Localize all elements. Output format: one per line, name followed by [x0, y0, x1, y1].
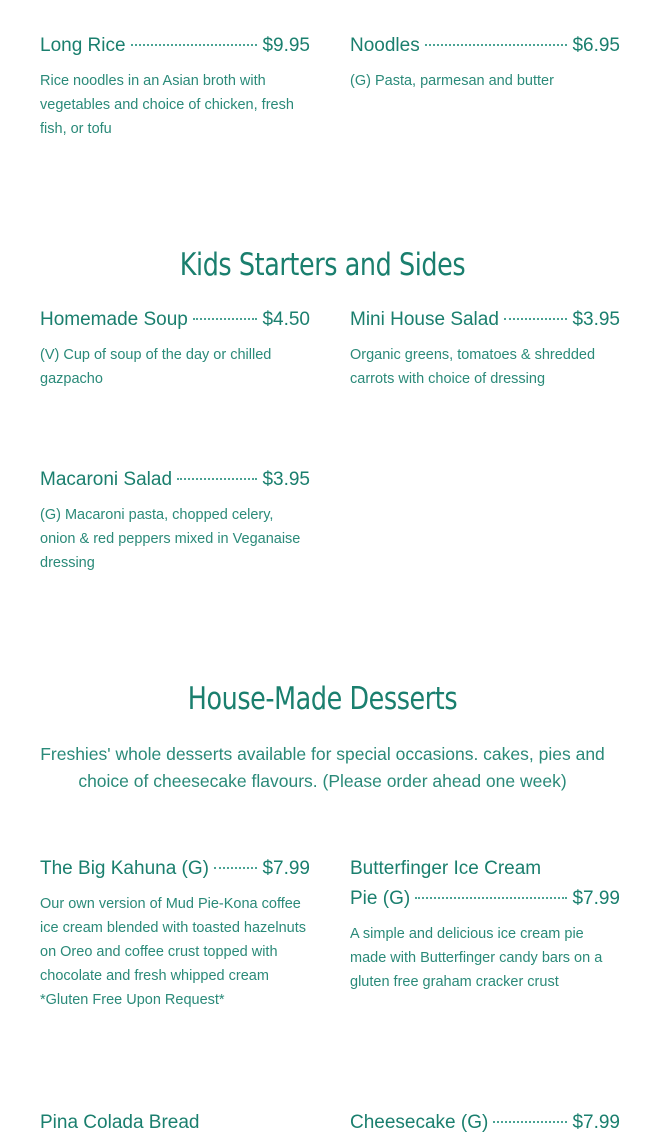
item-price: $4.50 — [262, 309, 310, 330]
menu-item-big-kahuna — [40, 854, 310, 1012]
dot-leader — [131, 44, 258, 46]
menu-item-pina-colada-bread — [40, 1108, 310, 1138]
item-name: Noodles — [350, 35, 420, 56]
item-price: $6.95 — [572, 35, 620, 56]
item-price: $3.95 — [262, 469, 310, 490]
dot-leader — [193, 318, 258, 320]
dot-leader — [177, 478, 257, 480]
item-description: Our own version of Mud Pie-Kona coffee ice cream blended with toasted hazelnuts on Oreo and coffee crust topped with chocolate and fresh whipped cream *Gluten Free Upon Request* — [40, 896, 306, 1008]
item-name: Macaroni Salad — [40, 469, 173, 490]
dot-leader — [415, 897, 567, 899]
section-title-house-made-desserts: House-Made Desserts — [187, 681, 458, 717]
item-name: Long Rice — [40, 35, 126, 56]
section-title-kids-starters: Kids Starters and Sides — [179, 247, 466, 283]
dot-leader — [425, 44, 568, 46]
item-price: $9.95 — [262, 35, 310, 56]
item-description: A simple and delicious ice cream pie made with Butterfinger candy bars on a gluten free graham cracker crust — [350, 926, 603, 990]
menu-item-long-rice — [40, 31, 310, 141]
item-price: $7.99 — [572, 888, 620, 909]
item-price: $7.99 — [262, 858, 310, 879]
item-description: (V) Cup of soup of the day or chilled gazpacho — [40, 347, 272, 387]
item-price: $3.95 — [572, 309, 620, 330]
menu-item-cheesecake — [350, 1108, 620, 1138]
menu-item-butterfinger-pie — [350, 854, 620, 994]
item-description: (G) Macaroni pasta, chopped celery, onion & red peppers mixed in Veganaise dressing — [40, 507, 301, 571]
item-name-line2: Pie (G) — [350, 888, 411, 909]
menu-item-noodles — [350, 31, 620, 93]
dot-leader — [214, 867, 257, 869]
item-price: $7.99 — [572, 1112, 620, 1133]
section-intro: Freshies' whole desserts available for special occasions. cakes, pies and choice of cheesecake flavours. (Please order ahead one week) — [40, 744, 605, 791]
item-name: The Big Kahuna (G) — [40, 858, 209, 879]
item-name-line1: Butterfinger Ice Cream — [350, 858, 542, 879]
item-description: Rice noodles in an Asian broth with vegetables and choice of chicken, fresh fish, or tofu — [40, 73, 294, 137]
item-description: Organic greens, tomatoes & shredded carrots with choice of dressing — [350, 347, 596, 387]
item-name: Homemade Soup — [40, 309, 188, 330]
item-description: (G) Pasta, parmesan and butter — [350, 73, 554, 89]
dot-leader — [504, 318, 568, 320]
menu-item-homemade-soup — [40, 305, 310, 391]
menu-item-mini-house-salad — [350, 305, 620, 391]
item-name: Pina Colada Bread — [40, 1112, 200, 1133]
item-name: Cheesecake (G) — [350, 1112, 489, 1133]
dot-leader — [493, 1121, 567, 1123]
item-name: Mini House Salad — [350, 309, 499, 330]
menu-item-macaroni-salad — [40, 465, 310, 575]
